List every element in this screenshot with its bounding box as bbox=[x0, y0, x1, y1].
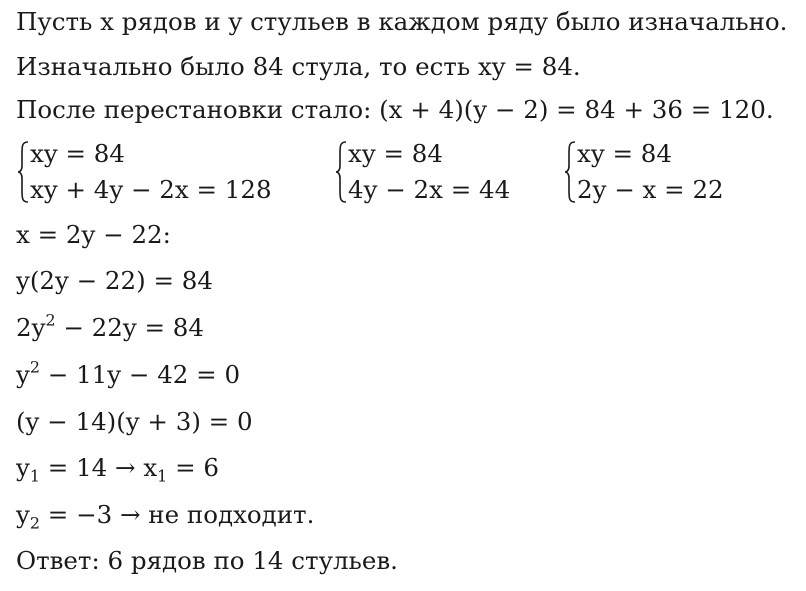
intro-line-1: Пусть x рядов и y стульев в каждом ряду было изначально. bbox=[16, 7, 788, 36]
root-1-x-subscript: 1 bbox=[157, 466, 168, 486]
quadratic-exponent: 2 bbox=[29, 357, 40, 377]
system-1-equation-1: xy = 84 bbox=[30, 139, 125, 168]
system-2-equation-2: 4y − 2x = 44 bbox=[348, 175, 511, 204]
root-2-y: y bbox=[16, 500, 30, 529]
quadratic-equation-line bbox=[16, 357, 241, 389]
quadratic-left: y bbox=[16, 360, 30, 389]
intro-line-3: После перестановки стало: (x + 4)(y − 2) = 84 + 36 = 120. bbox=[16, 95, 774, 124]
expanded-equation-line bbox=[16, 310, 204, 342]
root-1-y: y bbox=[16, 453, 30, 482]
root-2-y-subscript: 2 bbox=[29, 513, 40, 533]
brace-icon bbox=[334, 140, 348, 204]
system-1 bbox=[16, 140, 316, 210]
factored-equation-line: (y − 14)(y + 3) = 0 bbox=[16, 407, 253, 436]
expanded-left: 2y bbox=[16, 313, 46, 342]
substitution-line: y(2y − 22) = 84 bbox=[16, 266, 213, 295]
system-1-equation-2: xy + 4y − 2x = 128 bbox=[30, 175, 272, 204]
expanded-right: − 22y = 84 bbox=[55, 313, 204, 342]
brace-icon bbox=[16, 140, 30, 204]
root-1-y-subscript: 1 bbox=[29, 466, 40, 486]
system-2 bbox=[334, 140, 554, 210]
quadratic-right: − 11y − 42 = 0 bbox=[39, 360, 241, 389]
brace-icon bbox=[563, 140, 577, 204]
expanded-exponent: 2 bbox=[45, 310, 56, 330]
system-3-equation-1: xy = 84 bbox=[577, 139, 672, 168]
answer-line: Ответ: 6 рядов по 14 стульев. bbox=[16, 546, 398, 575]
system-3-equation-2: 2y − x = 22 bbox=[577, 175, 724, 204]
root-2-end: = −3 → не подходит. bbox=[39, 500, 315, 529]
system-3 bbox=[563, 140, 783, 210]
root-1-middle: = 14 → x bbox=[39, 453, 158, 482]
root-1-line bbox=[16, 453, 219, 486]
root-1-end: = 6 bbox=[167, 453, 219, 482]
root-2-line bbox=[16, 500, 315, 533]
intro-line-2: Изначально было 84 стула, то есть xy = 84. bbox=[16, 52, 581, 81]
system-2-equation-1: xy = 84 bbox=[348, 139, 443, 168]
express-x-line: x = 2y − 22: bbox=[16, 220, 171, 249]
